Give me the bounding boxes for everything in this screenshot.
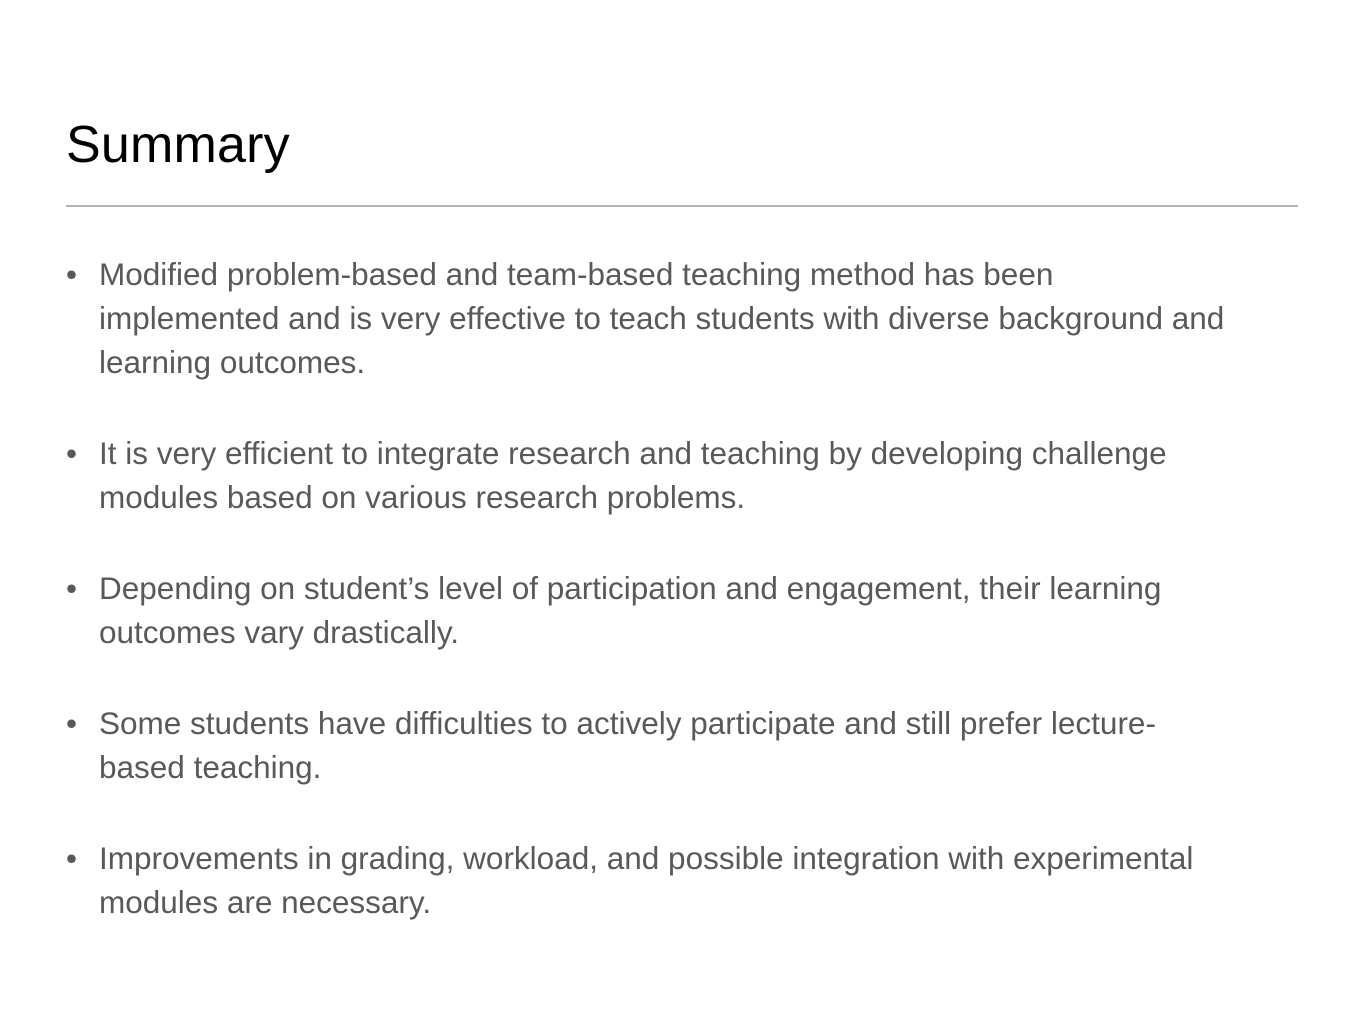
bullet-item (66, 701, 1226, 789)
bullet-item (66, 431, 1226, 519)
bullet-icon: • (66, 256, 78, 292)
bullet-text: Some students have difficulties to actively participate and still prefer lecture-based teaching. (99, 705, 1156, 785)
bullet-icon: • (66, 570, 78, 606)
bullet-icon: • (66, 840, 78, 876)
bullet-item (66, 566, 1226, 654)
bullet-text: It is very efficient to integrate research and teaching by developing challenge modules based on various research problems. (99, 435, 1167, 515)
bullet-text: Improvements in grading, workload, and possible integration with experimental modules are necessary. (99, 840, 1194, 920)
bullet-text: Depending on student’s level of participation and engagement, their learning outcomes vary drastically. (99, 570, 1162, 650)
bullet-text: Modified problem-based and team-based teaching method has been implemented and is very effective to teach students with diverse background and learning outcomes. (99, 256, 1225, 380)
bullet-icon: • (66, 705, 78, 741)
title-divider (66, 205, 1298, 207)
bullet-item (66, 836, 1226, 924)
bullet-item (66, 252, 1226, 384)
bullet-icon: • (66, 435, 78, 471)
bullet-list (66, 252, 1226, 971)
slide-title: Summary (66, 116, 290, 174)
